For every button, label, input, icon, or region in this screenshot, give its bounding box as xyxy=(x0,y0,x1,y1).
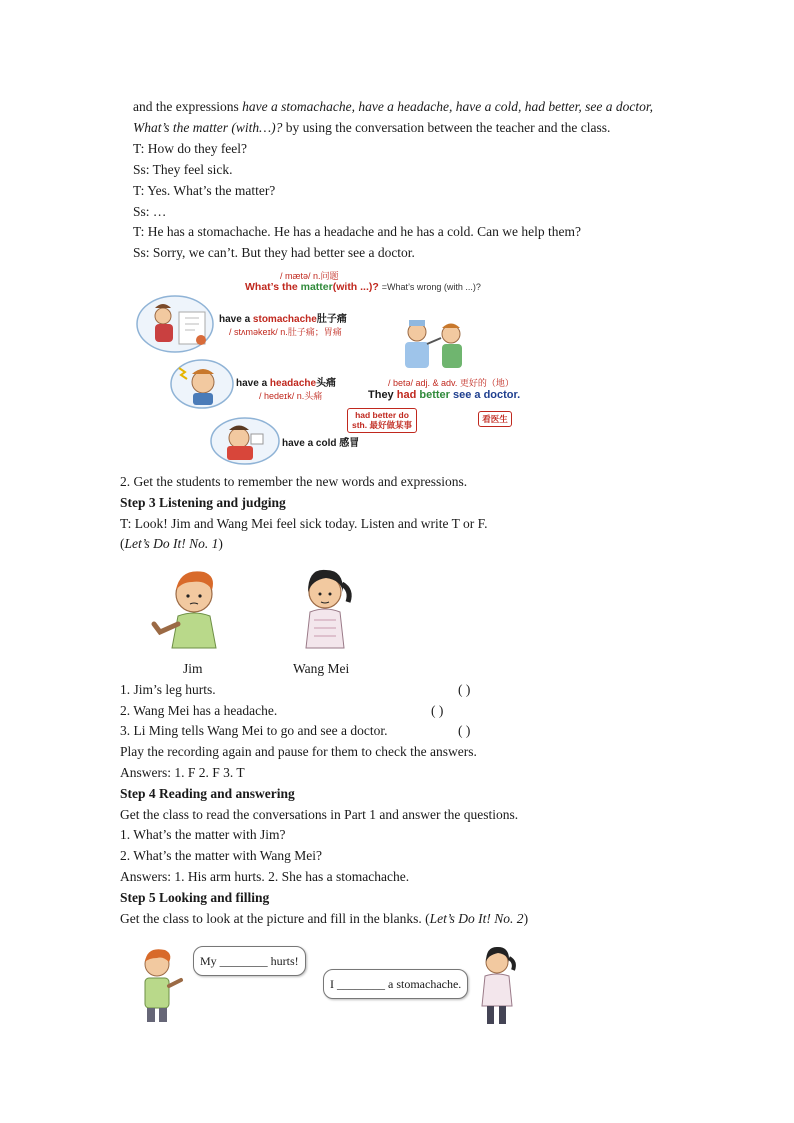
wang-mei-small-illustration xyxy=(475,944,523,1026)
see-a-doctor-phrase: see a doctor. xyxy=(452,389,521,401)
speech-bubble-jim: My ________ hurts! xyxy=(193,946,306,976)
question: 1. What’s the matter with Jim? xyxy=(120,827,286,842)
see-doctor-box: 看医生 xyxy=(478,411,512,427)
intro-line-2 xyxy=(133,120,610,136)
step3-reference xyxy=(120,536,223,552)
had-better-box xyxy=(347,408,417,433)
cold-illustration xyxy=(209,416,281,466)
instruction-text: Get the class to look at the picture and fill in the blanks. ( xyxy=(120,911,430,926)
stomachache-phonetic: / stʌməkeɪk/ n.肚子痛；胃痛 xyxy=(229,327,342,337)
dialogue-line: Ss: Sorry, we can’t. But they had better see a doctor. xyxy=(133,245,415,260)
ref-close: ) xyxy=(218,536,223,551)
intro-question-expression: What’s the matter (with…)? xyxy=(133,120,283,135)
instruction-ref: Let’s Do It! No. 2 xyxy=(429,911,524,926)
better-phonetic: / betə/ adj. & adv. 更好的（地） xyxy=(388,378,514,388)
step2-item: 2. Get the students to remember the new words and expressions. xyxy=(120,474,468,489)
intro-expressions: have a stomachache, have a headache, have a cold, had better, see a doctor, xyxy=(242,99,653,114)
had-word: had xyxy=(396,389,420,401)
matter-phonetic: / mætə/ n.问题 xyxy=(280,271,339,281)
stomachache-word: stomachache xyxy=(252,314,317,325)
ref-open: ( xyxy=(120,536,125,551)
instruction-close: ) xyxy=(523,911,529,926)
with-part: (with ...)? xyxy=(332,281,379,293)
stomach-pre: have a xyxy=(219,314,253,325)
headache-illustration xyxy=(169,358,235,410)
stomachache-cn: 肚子痛 xyxy=(316,314,347,325)
they-word: They xyxy=(368,389,397,401)
dialogue-line: Ss: … xyxy=(133,204,167,219)
matter-word: matter xyxy=(300,281,333,293)
better-word: better xyxy=(419,389,453,401)
answer-blank[interactable]: ( ) xyxy=(431,703,444,718)
whats-the-matter-heading xyxy=(245,279,481,295)
intro-text-2: by using the conversation between the teacher and the class. xyxy=(282,120,611,135)
headache-cn: 头痛 xyxy=(316,378,337,389)
headache-phonetic: / hedeɪk/ n.头痛 xyxy=(259,391,323,401)
had-better-box-line1: had better do xyxy=(355,410,409,420)
they-had-better-sentence xyxy=(368,387,520,403)
intro-line-1 xyxy=(133,99,653,115)
play-again-text: Play the recording again and pause for them to check the answers. xyxy=(120,744,477,759)
judge-item: 2. Wang Mei has a headache. xyxy=(120,703,278,718)
stomachache-illustration xyxy=(135,294,215,354)
step5-title: Step 5 Looking and filling xyxy=(120,890,270,905)
headache-word: headache xyxy=(269,378,317,389)
dialogue-line: Ss: They feel sick. xyxy=(133,162,233,177)
cold-text: have a cold xyxy=(282,438,340,449)
cold-cn: 感冒 xyxy=(339,438,360,449)
jim-illustration xyxy=(150,564,230,650)
vocabulary-figure xyxy=(135,266,535,472)
jim-name: Jim xyxy=(183,661,203,676)
speech-bubble-wang-mei: I ________ a stomachache. xyxy=(323,969,468,999)
step4-answers: Answers: 1. His arm hurts. 2. She has a stomachache. xyxy=(120,869,410,884)
intro-text: and the expressions xyxy=(133,99,243,114)
judge-item: 1. Jim’s leg hurts. xyxy=(120,682,216,697)
doctor-illustration xyxy=(397,310,477,372)
step5-instruction xyxy=(120,911,528,927)
step3-answers: Answers: 1. F 2. F 3. T xyxy=(120,765,245,780)
ref-title: Let’s Do It! No. 1 xyxy=(124,536,219,551)
whats-the-text: What’s the xyxy=(245,281,301,293)
step4-instruction: Get the class to read the conversations in Part 1 and answer the questions. xyxy=(120,807,519,822)
dialogue-line: T: He has a stomachache. He has a headache and he has a cold. Can we help them? xyxy=(133,224,582,239)
wrong-note: =What’s wrong (with ...)? xyxy=(381,282,481,292)
step3-instruction: T: Look! Jim and Wang Mei feel sick today. Listen and write T or F. xyxy=(120,516,488,531)
question: 2. What’s the matter with Wang Mei? xyxy=(120,848,322,863)
dialogue-line: T: How do they feel? xyxy=(133,141,248,156)
cold-label xyxy=(282,436,359,452)
jim-small-illustration xyxy=(133,944,189,1024)
step3-title: Step 3 Listening and judging xyxy=(120,495,286,510)
wang-mei-name: Wang Mei xyxy=(293,661,350,676)
answer-blank[interactable]: ( ) xyxy=(458,682,471,697)
head-pre: have a xyxy=(236,378,270,389)
dialogue-line: T: Yes. What’s the matter? xyxy=(133,183,276,198)
answer-blank[interactable]: ( ) xyxy=(458,723,471,738)
wang-mei-illustration xyxy=(290,564,360,650)
step4-title: Step 4 Reading and answering xyxy=(120,786,295,801)
judge-item: 3. Li Ming tells Wang Mei to go and see a doctor. xyxy=(120,723,388,738)
had-better-box-line2: sth. 最好做某事 xyxy=(352,420,412,430)
